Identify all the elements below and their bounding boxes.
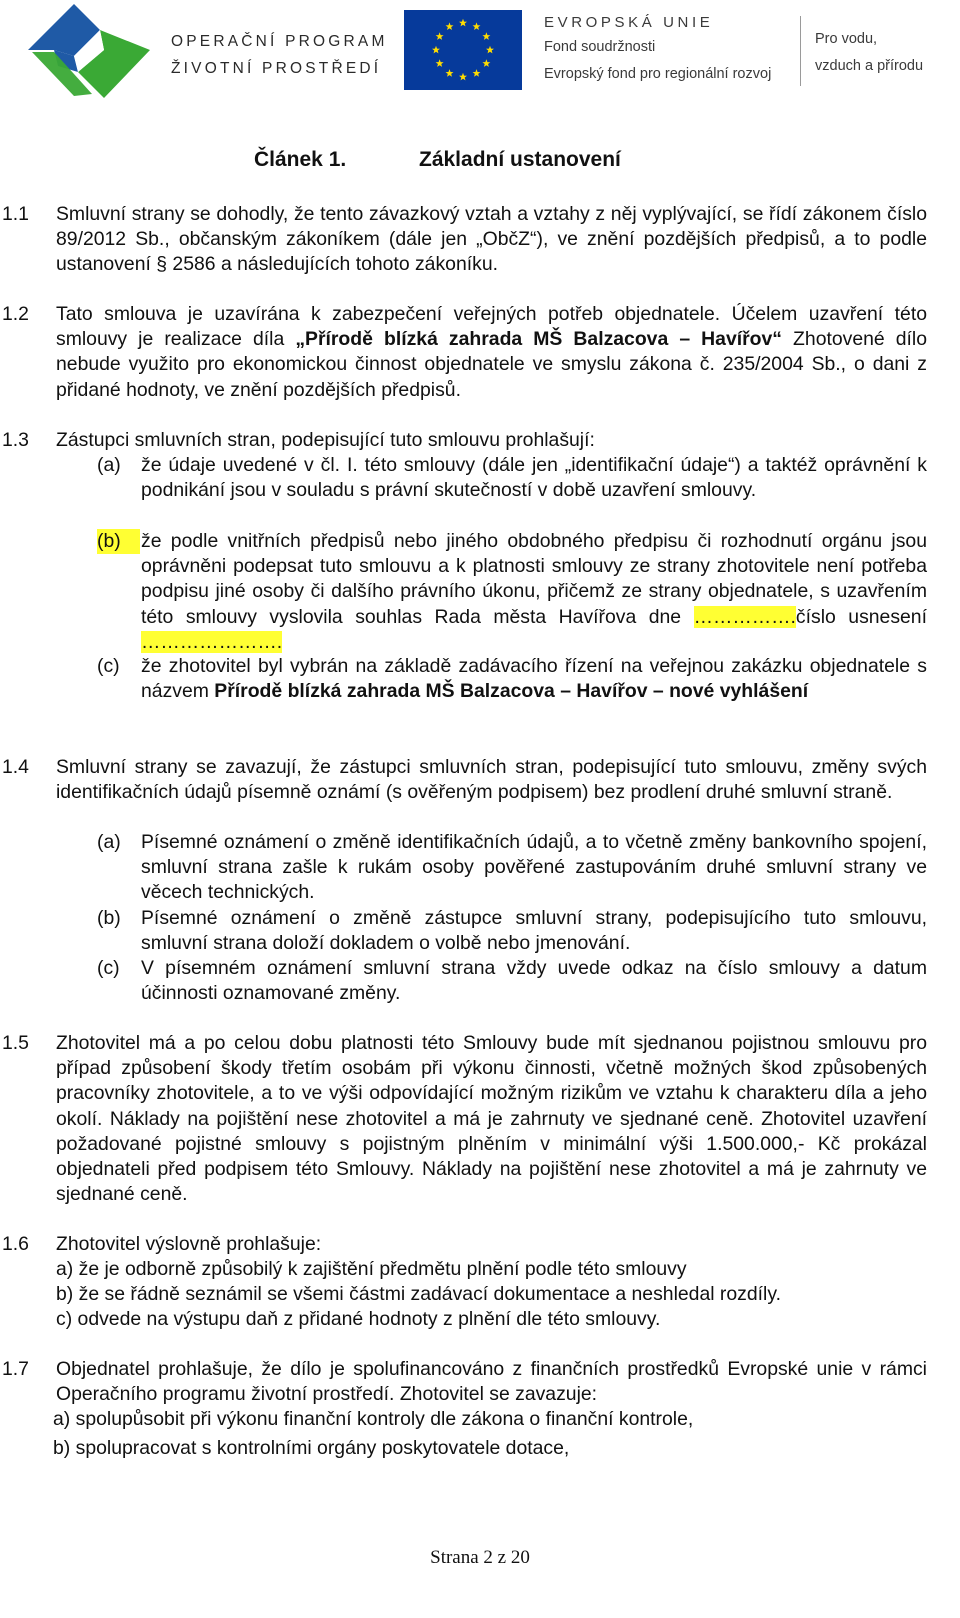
clause-1-3-a-text: že údaje uvedené v čl. I. této smlouvy (dále jen „identifikační údaje“) a taktéž oprávnění k podnikání jsou v souladu s právní skutečností v době uzavření smlouvy. [141, 454, 927, 502]
clause-1-2-text [56, 302, 927, 403]
clause-number: 1.7 [2, 1358, 29, 1380]
header-divider [800, 16, 801, 86]
eu-star-icon [459, 19, 467, 27]
clause-1-2-part-b: Zhotovené dílo nebude využito pro ekonomickou činnost objednatele ve smyslu zákona č. 235/2004 Sb., o dani z přidané hodnoty, ve znění pozdějších předpisů. [56, 328, 928, 401]
blank-date: ……………. [693, 605, 796, 628]
motto-line1: Pro vodu, [815, 31, 878, 47]
resolution-label: číslo usnesení [795, 605, 927, 628]
eu-star-icon [459, 73, 467, 81]
eu-flag-icon [404, 10, 522, 90]
article-number: Článek 1. [254, 148, 347, 171]
clause-1-6-b: b) že se řádně seznámil se všemi částmi zadávací dokumentace a neshledal rozdíly. [56, 1283, 781, 1305]
item-label: (c) [97, 655, 120, 677]
clause-1-1-text: Smluvní strany se dohodly, že tento závazkový vztah a vztahy z něj vyplývající, se řídí zákonem číslo 89/2012 Sb., občanským zákoníkem (dále jen „ObčZ“), ve znění pozdějších předpisů, a to podle ustanovení § 2586 a následujících tohoto zákoníku. [56, 203, 927, 276]
motto [815, 26, 923, 80]
clause-1-6-c: c) odvede na výstupu daň z přidané hodnoty z plnění dle této smlouvy. [56, 1308, 661, 1330]
item-label: (c) [97, 957, 120, 979]
clause-1-3-b-text [141, 529, 927, 655]
tender-name: Přírodě blízká zahrada MŠ Balzacova – Havířov – nové vyhlášení [214, 680, 809, 703]
clause-1-3-c-body: že zhotovitel byl vybrán na základě zadávacího řízení na veřejnou zakázku objednatele s názvem [141, 655, 927, 703]
opzp-wordmark [171, 28, 388, 82]
eu-star-icon [482, 32, 490, 40]
opzp-line1: OPERAČNÍ PROGRAM [171, 33, 388, 50]
clause-1-5-text: Zhotovitel má a po celou dobu platnosti této Smlouvy bude mít sjednanou pojistnou smlouvu pro případ způsobení škody třetím osobám při výkonu činnosti, včetně možných škod způsobených pracovníky zhotovitele, a to ve výši odpovídající možným rizikům ve vztahu k charakteru díla a jeho okolí. Náklady na pojištění nese zhotovitel a má je zahrnuty ve sjednané ceně. Zhotovitel uzavření požadované pojistné smlouvy s pojistným plněním v minimální výši 1.500.000,- Kč prokázal objednateli před podpisem této Smlouvy. Náklady na pojištění nese zhotovitel a má je zahrnuty ve sjednané ceně. [56, 1032, 927, 1206]
eu-star-icon [432, 46, 440, 54]
eu-fund-2: Evropský fond pro regionální rozvoj [544, 66, 772, 82]
item-label: (a) [97, 454, 121, 476]
clause-1-7-b: b) spolupracovat s kontrolními orgány poskytovatele dotace, [53, 1437, 570, 1459]
opzp-logo-icon [28, 4, 150, 98]
eu-star-icon [473, 69, 481, 77]
clause-1-6-intro: Zhotovitel výslovně prohlašuje: [56, 1233, 322, 1255]
eu-wordmark [544, 12, 771, 88]
clause-1-3-b-body: že podle vnitřních předpisů nebo jiného obdobného předpisu či rozhodnutí orgánu jsou oprávněni podepsat tuto smlouvu a k platnosti smlouvy ze strany zhotovitele není potřeba podpisu jiné osoby či dalšího právního úkonu, přičemž ze strany objednatele, s uzavřením této smlouvy vyslovila souhlas Rada města Havířova dne [141, 530, 927, 628]
item-label-highlighted: (b) [97, 529, 140, 554]
opzp-line2: ŽIVOTNÍ PROSTŘEDÍ [171, 60, 382, 77]
item-label: (a) [97, 831, 121, 853]
eu-star-icon [436, 59, 444, 67]
eu-star-icon [473, 22, 481, 30]
clause-number: 1.1 [2, 203, 29, 225]
eu-stars-icon [404, 10, 522, 90]
project-name: „Přírodě blízká zahrada MŠ Balzacova – Havířov“ [295, 328, 782, 351]
page-number: Strana 2 z 20 [430, 1547, 530, 1568]
clause-1-7-a: a) spolupůsobit při výkonu finanční kontroly dle zákona o finanční kontrole, [53, 1408, 694, 1430]
eu-star-icon [446, 22, 454, 30]
eu-fund-1: Fond soudržnosti [544, 39, 656, 55]
clause-number: 1.2 [2, 303, 29, 325]
motto-line2: vzduch a přírodu [815, 58, 924, 74]
page-header [0, 0, 960, 110]
clause-number: 1.5 [2, 1032, 29, 1054]
eu-star-icon [486, 46, 494, 54]
eu-star-icon [436, 32, 444, 40]
clause-1-3-intro: Zástupci smluvních stran, podepisující tuto smlouvu prohlašují: [56, 429, 595, 451]
blank-resolution-number: …………………. [141, 630, 283, 653]
clause-1-4-text: Smluvní strany se zavazují, že zástupci smluvních stran, podepisující tuto smlouvu, změny svých identifikačních údajů písemně oznámí (s ověřeným podpisem) bez prodlení druhé smluvní straně. [56, 756, 927, 804]
eu-star-icon [446, 69, 454, 77]
clause-1-2-part-a: Tato smlouva je uzavírána k zabezpečení veřejných potřeb objednatele. Účelem uzavření této smlouvy je realizace díla [56, 303, 927, 351]
eu-star-icon [482, 59, 490, 67]
clause-1-3-c-text [141, 654, 927, 704]
clause-number: 1.6 [2, 1233, 29, 1255]
clause-1-4-c-text: V písemném oznámení smluvní strana vždy uvede odkaz na číslo smlouvy a datum účinnosti oznamované změny. [141, 957, 927, 1005]
clause-1-6-a: a) že je odborně způsobilý k zajištění předmětu plnění podle této smlouvy [56, 1258, 687, 1280]
clause-1-7-text: Objednatel prohlašuje, že dílo je spolufinancováno z finančních prostředků Evropské unie v rámci Operačního programu životní prostředí. Zhotovitel se zavazuje: [56, 1358, 927, 1406]
eu-title: EVROPSKÁ UNIE [544, 14, 714, 31]
article-title: Základní ustanovení [419, 148, 621, 171]
clause-1-4-a-text: Písemné oznámení o změně identifikačních údajů, a to včetně změny bankovního spojení, smluvní strana zašle k rukám osoby pověřené zastupováním druhé smluvní strany ve věcech technických. [141, 831, 927, 904]
clause-1-4-b-text: Písemné oznámení o změně zástupce smluvní strany, podepisujícího tuto smlouvu, smluvní strana doloží dokladem o volbě nebo jmenování. [141, 907, 927, 955]
item-label: (b) [97, 907, 121, 929]
clause-number: 1.4 [2, 756, 29, 778]
clause-number: 1.3 [2, 429, 29, 451]
